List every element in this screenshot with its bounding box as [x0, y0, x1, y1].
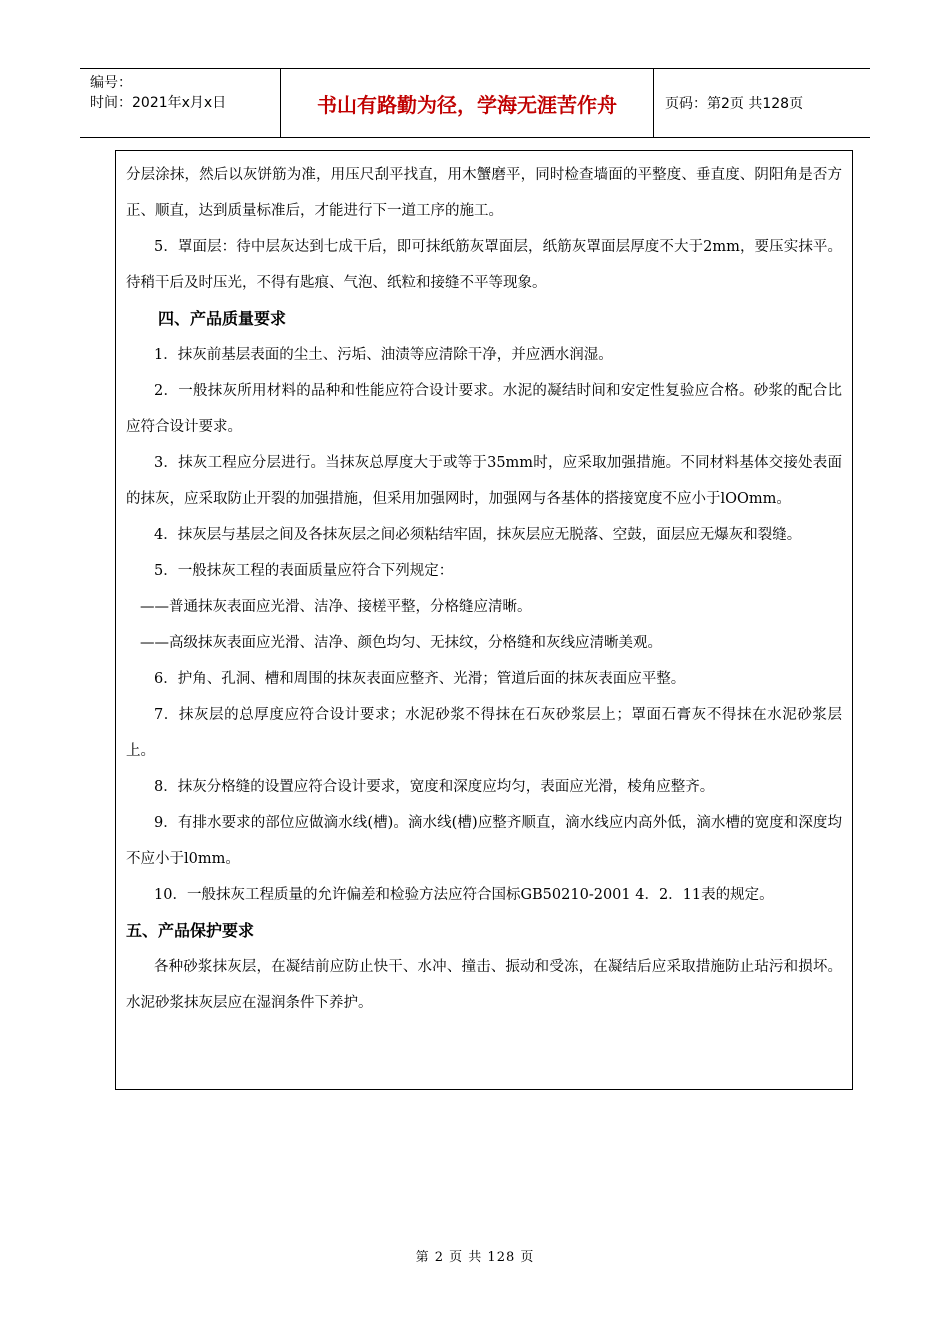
header-meta: [80, 69, 280, 137]
section-title-quality: 四、产品质量要求: [158, 309, 287, 328]
quality-item-5: 5．一般抹灰工程的表面质量应符合下列规定：: [154, 563, 454, 579]
quality-item-2: 2．一般抹灰所用材料的品种和性能应符合设计要求。水泥的凝结时间和安定性复验应合格。砂浆的配合比应符合设计要求。: [126, 383, 842, 435]
document-date: 时间：2021年x月x日: [90, 95, 227, 111]
page-header: [80, 68, 870, 138]
quality-item-7: 7．抹灰层的总厚度应符合设计要求；水泥砂浆不得抹在石灰砂浆层上；罩面石膏灰不得抹在水泥砂浆层上。: [126, 707, 842, 759]
quality-item-8: 8．抹灰分格缝的设置应符合设计要求，宽度和深度应均匀，表面应光滑，棱角应整齐。: [154, 779, 715, 795]
protection-paragraph: 各种砂浆抹灰层，在凝结前应防止快干、水冲、撞击、振动和受冻，在凝结后应采取措施防止玷污和损坏。水泥砂浆抹灰层应在湿润条件下养护。: [126, 959, 842, 1011]
content-box: [115, 150, 853, 1090]
header-motto: 书山有路勤为径，学海无涯苦作舟: [280, 69, 654, 137]
quality-item-6: 6．护角、孔洞、槽和周围的抹灰表面应整齐、光滑；管道后面的抹灰表面应平整。: [154, 671, 686, 687]
quality-item-5a: ——普通抹灰表面应光滑、洁净、接槎平整，分格缝应清晰。: [140, 599, 532, 615]
quality-item-4: 4．抹灰层与基层之间及各抹灰层之间必须粘结牢固，抹灰层应无脱落、空鼓，面层应无爆灰和裂缝。: [154, 527, 802, 543]
page-footer: 第 2 页 共 128 页: [415, 1250, 535, 1265]
paragraph-step5: 5．罩面层：待中层灰达到七成干后，即可抹纸筋灰罩面层，纸筋灰罩面层厚度不大于2mm，要压实抹平。待稍干后及时压光，不得有匙痕、气泡、纸粒和接缝不平等现象。: [126, 239, 842, 291]
paragraph-intro: 分层涂抹，然后以灰饼筋为准，用压尺刮平找直，用木蟹磨平，同时检查墙面的平整度、垂直度、阴阳角是否方正、顺直，达到质量标准后，才能进行下一道工序的施工。: [126, 167, 842, 219]
section-title-protection: 五、产品保护要求: [126, 921, 255, 940]
quality-item-9: 9．有排水要求的部位应做滴水线(槽)。滴水线(槽)应整齐顺直，滴水线应内高外低，滴水槽的宽度和深度均不应小于l0mm。: [126, 815, 842, 867]
quality-item-10: 10．一般抹灰工程质量的允许偏差和检验方法应符合国标GB50210-2001 4．2．11表的规定。: [154, 887, 774, 903]
quality-item-5b: ——高级抹灰表面应光滑、洁净、颜色均匀、无抹纹，分格缝和灰线应清晰美观。: [140, 635, 662, 651]
header-page-info: 页码：第2页 共128页: [665, 96, 804, 112]
quality-item-1: 1．抹灰前基层表面的尘土、污垢、油渍等应清除干净，并应洒水润湿。: [154, 347, 613, 363]
document-number-label: 编号：: [90, 75, 132, 91]
quality-item-3: 3．抹灰工程应分层进行。当抹灰总厚度大于或等于35mm时，应采取加强措施。不同材料基体交接处表面的抹灰，应采取防止开裂的加强措施，但采用加强网时，加强网与各基体的搭接宽度不应小于lOOmm。: [126, 455, 842, 507]
